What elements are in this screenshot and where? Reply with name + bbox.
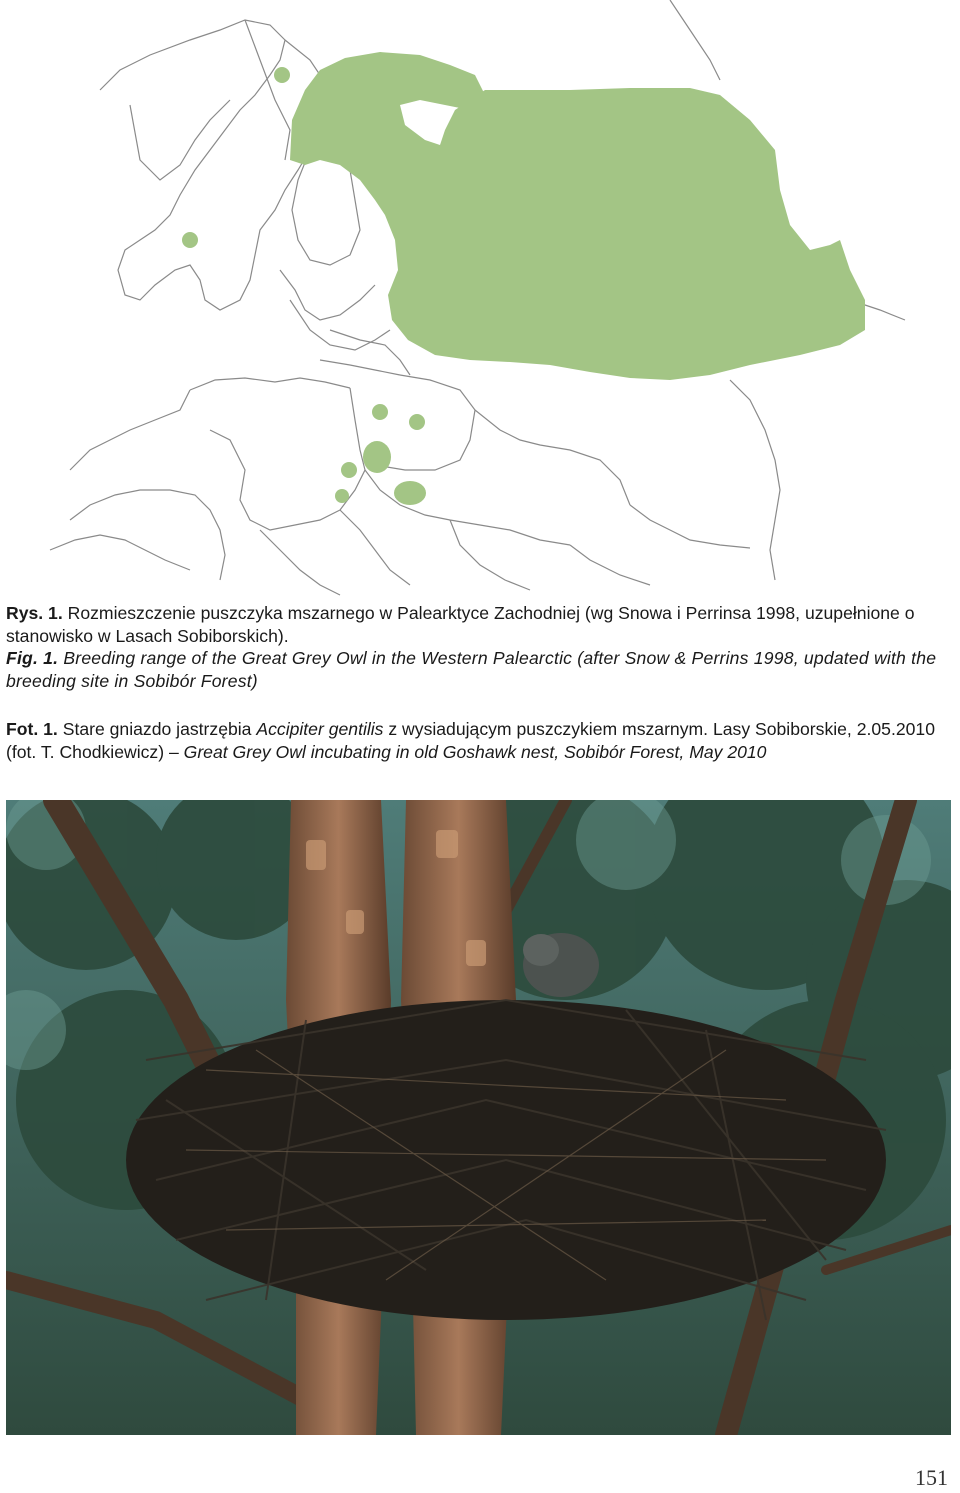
figure-label-english: Fig. 1.	[6, 648, 59, 668]
figure-text-polish: Rozmieszczenie puszczyka mszarnego w Palearktyce Zachodniej (wg Snowa i Perrinsa 1998, uzupełnione o stanowisko w Lasach Sobiborskich).	[6, 603, 915, 646]
nest-photo-illustration	[6, 800, 951, 1435]
figure-text-english: Breeding range of the Great Grey Owl in the Western Palearctic (after Snow & Perrins 1998, updated with the breeding site in Sobibór Forest)	[6, 648, 937, 691]
figure-label-polish: Rys. 1.	[6, 603, 63, 623]
figure-caption-polish	[6, 602, 954, 647]
species-name: Accipiter gentilis	[256, 719, 384, 739]
page-number: 151	[915, 1465, 948, 1490]
photo-text-a: Stare gniazdo jastrzębia	[62, 719, 252, 739]
figure-caption-english	[6, 647, 954, 692]
photo-caption	[6, 718, 954, 763]
range-map	[30, 0, 930, 600]
nest-photo	[6, 800, 951, 1435]
photo-text-b: z wysiadującym puszczykiem mszarnym. Lasy Sobiborskie, 2.05.2010 (fot. T. Chodkiewicz) –	[6, 719, 935, 762]
photo-text-english: Great Grey Owl incubating in old Goshawk nest, Sobibór Forest, May 2010	[183, 741, 767, 762]
range-map-svg	[30, 0, 930, 600]
photo-label: Fot. 1.	[6, 719, 58, 739]
